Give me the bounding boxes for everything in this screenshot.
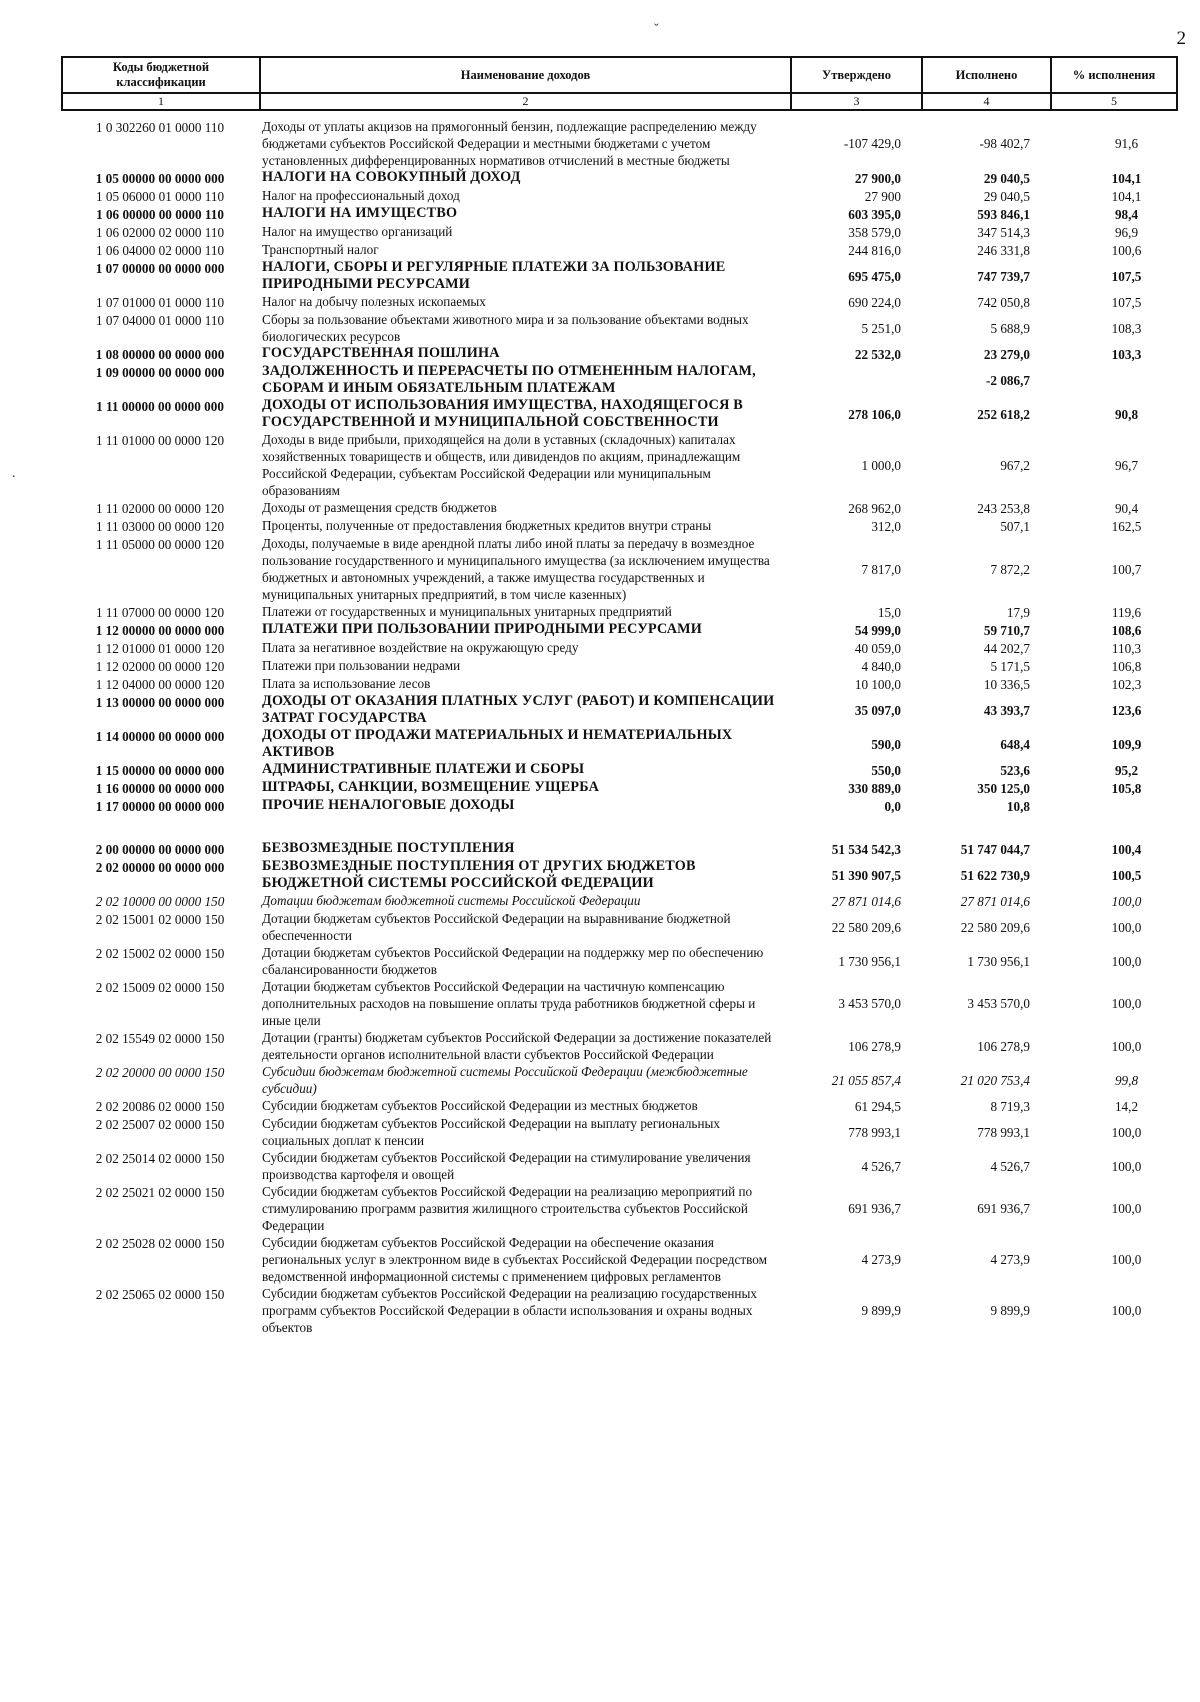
cell-executed: 29 040,5 [983, 170, 1030, 186]
cell-executed: 9 899,9 [990, 1303, 1030, 1318]
cell-executed: 4 273,9 [990, 1252, 1030, 1267]
cell-name: Сборы за пользование объектами животного мира и за пользование объектами водных биологических ресурсов [262, 312, 749, 344]
cell-approved: 1 730 956,1 [838, 953, 901, 969]
table-row [61, 858, 1176, 892]
header-executed: Исполнено [922, 57, 1051, 93]
cell-percent: 102,3 [1111, 676, 1142, 692]
cell-percent: 100,5 [1111, 867, 1142, 883]
cell-name: Субсидии бюджетам субъектов Российской Федерации на обеспечение оказания региональных услуг в электронном виде в субъектах Российской Федерации посредством ведомственной информационной системы с применением цифровых регламентов [262, 1235, 767, 1284]
cell-code: 1 09 00000 00 0000 000 [95, 365, 225, 380]
cell-code: 1 15 00000 00 0000 000 [95, 763, 225, 778]
cell-name: Налог на добычу полезных ископаемых [262, 294, 486, 309]
cell-executed: 10,8 [1006, 798, 1030, 814]
cell-approved: 4 526,7 [861, 1158, 901, 1174]
cell-approved: 7 817,0 [861, 561, 901, 577]
cell-approved: 695 475,0 [848, 268, 901, 284]
cell-percent: 99,8 [1114, 1072, 1139, 1088]
cell-executed: 648,4 [1000, 736, 1030, 752]
cell-approved: 691 936,7 [848, 1201, 901, 1216]
cell-code: 1 08 00000 00 0000 000 [95, 347, 225, 362]
cell-name: Налог на имущество организаций [262, 224, 453, 239]
cell-code: 2 02 10000 00 0000 150 [95, 894, 225, 909]
cell-executed: 51 747 044,7 [960, 841, 1030, 857]
table-row [61, 499, 1176, 517]
table-row [61, 1285, 1176, 1336]
cell-name: Проценты, полученные от предоставления бюджетных кредитов внутри страны [262, 518, 712, 533]
cell-percent: 100,0 [1111, 1303, 1142, 1318]
cell-executed: 17,9 [1006, 604, 1030, 620]
table-row [61, 259, 1176, 293]
cell-executed: 51 622 730,9 [960, 867, 1030, 883]
cell-executed: 3 453 570,0 [967, 996, 1030, 1011]
header-approved: Утверждено [791, 57, 922, 93]
cell-name: Субсидии бюджетам бюджетной системы Российской Федерации (межбюджетные субсидии) [262, 1064, 748, 1096]
cell-approved: 22 532,0 [854, 346, 901, 362]
cell-executed: 43 393,7 [983, 702, 1030, 718]
cell-code [61, 815, 259, 840]
cell-approved [790, 815, 921, 840]
cell-executed: 59 710,7 [983, 622, 1030, 638]
cell-percent [1050, 797, 1176, 815]
cell-approved: 690 224,0 [848, 294, 901, 310]
table-row [61, 1183, 1176, 1234]
cell-approved: 10 100,0 [854, 676, 901, 692]
cell-name: Доходы в виде прибыли, приходящейся на доли в уставных (складочных) капиталах хозяйственных товариществ и обществ, или дивидендов по акциям, принадлежащим Российской Федерации, субъектам Российской Федерации или муниципальным образованиям [262, 432, 741, 498]
cell-name: ШТРАФЫ, САНКЦИИ, ВОЗМЕЩЕНИЕ УЩЕРБА [262, 779, 600, 795]
cell-code: 1 14 00000 00 0000 000 [95, 729, 225, 744]
cell-executed: 21 020 753,4 [960, 1072, 1030, 1088]
cell-executed: 8 719,3 [990, 1098, 1030, 1114]
cell-name: ДОХОДЫ ОТ ПРОДАЖИ МАТЕРИАЛЬНЫХ И НЕМАТЕРИАЛЬНЫХ АКТИВОВ [262, 727, 733, 760]
table-row [61, 1115, 1176, 1149]
cell-code: 1 12 02000 00 0000 120 [95, 659, 225, 674]
revenue-rows [61, 118, 1176, 1336]
table-row [61, 621, 1176, 639]
table-row [61, 761, 1176, 779]
cell-executed [921, 815, 1050, 840]
cell-percent: 90,8 [1114, 406, 1139, 422]
cell-code: 2 02 15002 02 0000 150 [95, 946, 225, 961]
cell-code: 1 07 04000 01 0000 110 [95, 313, 225, 328]
cell-percent: 104,1 [1111, 188, 1142, 204]
cell-code: 1 17 00000 00 0000 000 [95, 799, 225, 814]
table-row [61, 169, 1176, 187]
cell-code: 1 0 302260 01 0000 110 [95, 120, 225, 135]
cell-code: 1 12 01000 01 0000 120 [95, 641, 225, 656]
cell-code: 2 02 25028 02 0000 150 [95, 1236, 225, 1251]
header-num-executed: 4 [922, 93, 1051, 110]
cell-executed: 691 936,7 [977, 1201, 1030, 1216]
cell-code: 2 02 00000 00 0000 000 [95, 860, 225, 875]
cell-percent [1050, 363, 1176, 397]
cell-approved: 0,0 [884, 798, 901, 814]
cell-approved: 106 278,9 [848, 1038, 901, 1054]
cell-approved: 40 059,0 [854, 640, 901, 656]
cell-percent: 100,0 [1111, 1158, 1142, 1174]
cell-name: Доходы, получаемые в виде арендной платы либо иной платы за передачу в возмездное пользование государственного и муниципального имущества (за исключением имущества бюджетных и автономных учреждений, а также имущества государственных и муниципальных унитарных предприятий, в том числе казенных) [262, 536, 770, 602]
cell-code: 1 13 00000 00 0000 000 [95, 695, 225, 710]
cell-approved: 603 395,0 [848, 206, 901, 222]
cell-code: 1 05 06000 01 0000 110 [95, 189, 225, 204]
table-row [61, 1063, 1176, 1097]
header-num-code: 1 [62, 93, 260, 110]
cell-executed: 29 040,5 [983, 188, 1030, 204]
cell-code: 1 11 02000 00 0000 120 [95, 501, 225, 516]
table-row [61, 363, 1176, 397]
table-row [61, 205, 1176, 223]
cell-code: 1 06 00000 00 0000 110 [96, 207, 224, 222]
table-row [61, 345, 1176, 363]
header-num-approved: 3 [791, 93, 922, 110]
cell-name: АДМИНИСТРАТИВНЫЕ ПЛАТЕЖИ И СБОРЫ [262, 761, 585, 777]
table-row [61, 517, 1176, 535]
cell-approved: 35 097,0 [854, 702, 901, 718]
cell-executed: 507,1 [1000, 518, 1030, 534]
cell-name: Дотации бюджетам субъектов Российской Федерации на частичную компенсацию дополнительных расходов на повышение оплаты труда работников бюджетной сферы и иные цели [262, 979, 756, 1028]
cell-executed: 252 618,2 [977, 406, 1030, 422]
table-row [61, 675, 1176, 693]
cell-approved: 550,0 [871, 762, 901, 778]
cell-percent: 100,0 [1111, 1038, 1142, 1054]
cell-approved: 27 871 014,6 [831, 893, 901, 909]
scan-mark: ˇ [654, 22, 659, 37]
cell-name: Дотации (гранты) бюджетам субъектов Российской Федерации за достижение показателей деятельности органов исполнительной власти субъектов Российской Федерации [262, 1030, 772, 1062]
cell-percent: 100,0 [1111, 919, 1142, 935]
header-num-name: 2 [260, 93, 791, 110]
cell-percent: 123,6 [1111, 702, 1142, 718]
cell-executed: 350 125,0 [977, 780, 1030, 796]
table-row [61, 693, 1176, 727]
cell-approved: 61 294,5 [854, 1098, 901, 1114]
cell-approved: 330 889,0 [848, 780, 901, 796]
cell-executed: 967,2 [1000, 457, 1030, 473]
cell-executed: 4 526,7 [990, 1158, 1030, 1174]
cell-percent: 109,9 [1111, 736, 1142, 752]
cell-code: 1 06 02000 02 0000 110 [95, 225, 225, 240]
cell-percent: 95,2 [1114, 762, 1139, 778]
cell-code: 2 02 15549 02 0000 150 [95, 1031, 225, 1046]
cell-percent: 108,6 [1111, 622, 1142, 638]
cell-executed: -2 086,7 [986, 372, 1030, 388]
header-code: Коды бюджетной классификации [62, 57, 260, 93]
cell-approved: 51 534 542,3 [831, 841, 901, 857]
cell-executed: 10 336,5 [983, 676, 1030, 692]
cell-executed: 246 331,8 [977, 242, 1030, 258]
cell-percent: 14,2 [1114, 1098, 1139, 1114]
table-row [61, 779, 1176, 797]
cell-name: ДОХОДЫ ОТ ОКАЗАНИЯ ПЛАТНЫХ УСЛУГ (РАБОТ) И КОМПЕНСАЦИИ ЗАТРАТ ГОСУДАРСТВА [262, 693, 775, 726]
cell-name: Плата за использование лесов [262, 676, 431, 691]
cell-percent: 96,9 [1114, 224, 1139, 240]
cell-percent: 106,8 [1111, 658, 1142, 674]
header-percent: % исполнения [1051, 57, 1177, 93]
cell-percent: 104,1 [1111, 170, 1142, 186]
cell-approved: 27 900 [864, 188, 901, 204]
cell-executed: 243 253,8 [977, 500, 1030, 516]
cell-percent: 100,7 [1111, 561, 1142, 577]
revenue-table [61, 118, 1176, 1336]
cell-percent: 100,0 [1111, 893, 1142, 909]
cell-percent: 103,3 [1111, 346, 1142, 362]
cell-name [259, 815, 790, 840]
cell-name: Субсидии бюджетам субъектов Российской Федерации на реализацию государственных программ субъектов Российской Федерации в области использования и охраны водных объектов [262, 1286, 757, 1335]
cell-name: Транспортный налог [262, 242, 379, 257]
cell-code: 1 11 01000 00 0000 120 [95, 433, 225, 448]
cell-name: Доходы от уплаты акцизов на прямогонный бензин, подлежащие распределению между бюджетами субъектов Российской Федерации и местными бюджетами с учетом установленных дифференцированных нормативов отчислений в местные бюджеты [262, 119, 757, 168]
cell-percent [1050, 815, 1176, 840]
table-row [61, 797, 1176, 815]
cell-name: Платежи от государственных и муниципальных унитарных предприятий [262, 604, 672, 619]
cell-name: НАЛОГИ НА ИМУЩЕСТВО [262, 205, 458, 221]
cell-code: 2 02 20086 02 0000 150 [95, 1099, 225, 1114]
cell-approved: 51 390 907,5 [831, 867, 901, 883]
cell-approved: 590,0 [871, 736, 901, 752]
cell-code: 1 11 07000 00 0000 120 [95, 605, 225, 620]
cell-name: Дотации бюджетам субъектов Российской Федерации на выравнивание бюджетной обеспеченности [262, 911, 731, 943]
table-row [61, 1029, 1176, 1063]
table-row [61, 241, 1176, 259]
spacer-row [61, 815, 1176, 840]
cell-percent: 100,4 [1111, 841, 1142, 857]
header-name: Наименование доходов [260, 57, 791, 93]
cell-name: Налог на профессиональный доход [262, 188, 460, 203]
cell-code: 2 00 00000 00 0000 000 [95, 842, 225, 857]
cell-approved: 15,0 [877, 604, 901, 620]
cell-executed: 27 871 014,6 [960, 893, 1030, 909]
cell-approved: -107 429,0 [843, 136, 901, 151]
cell-executed: 1 730 956,1 [967, 953, 1030, 969]
cell-code: 1 05 00000 00 0000 000 [95, 171, 225, 186]
cell-executed: 5 171,5 [990, 658, 1030, 674]
table-row [61, 397, 1176, 431]
cell-code: 1 12 04000 00 0000 120 [95, 677, 225, 692]
cell-name: Субсидии бюджетам субъектов Российской Федерации на реализацию мероприятий по стимулированию программ развития жилищного строительства субъектов Российской Федерации [262, 1184, 753, 1233]
table-row [61, 603, 1176, 621]
cell-approved: 3 453 570,0 [838, 996, 901, 1011]
cell-code: 2 02 25065 02 0000 150 [95, 1287, 225, 1302]
cell-percent: 107,5 [1111, 268, 1142, 284]
scan-mark: . [12, 466, 16, 481]
table-row [61, 910, 1176, 944]
table-row [61, 1149, 1176, 1183]
cell-code: 2 02 25021 02 0000 150 [95, 1185, 225, 1200]
cell-approved: 27 900,0 [854, 170, 901, 186]
cell-approved: 278 106,0 [848, 406, 901, 422]
cell-executed: 747 739,7 [977, 268, 1030, 284]
cell-executed: 106 278,9 [977, 1038, 1030, 1054]
table-row [61, 187, 1176, 205]
cell-code: 1 11 00000 00 0000 000 [96, 399, 224, 414]
cell-name: ПРОЧИЕ НЕНАЛОГОВЫЕ ДОХОДЫ [262, 797, 515, 813]
cell-code: 1 07 00000 00 0000 000 [95, 261, 225, 276]
cell-code: 1 06 04000 02 0000 110 [95, 243, 225, 258]
table-row [61, 944, 1176, 978]
cell-code: 2 02 15001 02 0000 150 [95, 912, 225, 927]
table-row [61, 1097, 1176, 1115]
cell-approved: 9 899,9 [861, 1303, 901, 1318]
cell-name: Субсидии бюджетам субъектов Российской Федерации на выплату региональных социальных доплат к пенсии [262, 1116, 720, 1148]
cell-approved: 22 580 209,6 [831, 919, 901, 935]
cell-name: НАЛОГИ НА СОВОКУПНЫЙ ДОХОД [262, 169, 521, 185]
cell-approved: 5 251,0 [861, 320, 901, 336]
table-row [61, 727, 1176, 761]
cell-name: НАЛОГИ, СБОРЫ И РЕГУЛЯРНЫЕ ПЛАТЕЖИ ЗА ПОЛЬЗОВАНИЕ ПРИРОДНЫМИ РЕСУРСАМИ [262, 259, 726, 292]
cell-approved: 312,0 [871, 518, 901, 534]
table-row [61, 311, 1176, 345]
table-row [61, 1234, 1176, 1285]
table-row [61, 431, 1176, 499]
cell-approved: 21 055 857,4 [831, 1072, 901, 1088]
page-number: 2 [1176, 28, 1186, 49]
cell-approved: 54 999,0 [854, 622, 901, 638]
cell-approved: 244 816,0 [848, 242, 901, 258]
cell-name: ГОСУДАРСТВЕННАЯ ПОШЛИНА [262, 345, 500, 361]
cell-code: 2 02 15009 02 0000 150 [95, 980, 225, 995]
cell-percent: 98,4 [1114, 206, 1139, 222]
cell-name: Субсидии бюджетам субъектов Российской Федерации из местных бюджетов [262, 1098, 698, 1113]
cell-code: 2 02 20000 00 0000 150 [95, 1065, 225, 1080]
cell-percent: 107,5 [1111, 294, 1142, 310]
cell-name: Дотации бюджетам бюджетной системы Российской Федерации [262, 893, 641, 908]
cell-executed: 523,6 [1000, 762, 1030, 778]
table-row [61, 840, 1176, 858]
table-row [61, 639, 1176, 657]
cell-name: ПЛАТЕЖИ ПРИ ПОЛЬЗОВАНИИ ПРИРОДНЫМИ РЕСУРСАМИ [262, 621, 702, 637]
cell-name: Дотации бюджетам субъектов Российской Федерации на поддержку мер по обеспечению сбалансированности бюджетов [262, 945, 764, 977]
cell-name: ЗАДОЛЖЕННОСТЬ И ПЕРЕРАСЧЕТЫ ПО ОТМЕНЕННЫМ НАЛОГАМ, СБОРАМ И ИНЫМ ОБЯЗАТЕЛЬНЫМ ПЛАТЕЖАМ [262, 363, 756, 396]
cell-percent: 100,0 [1111, 1201, 1142, 1216]
table-row [61, 293, 1176, 311]
table-row [61, 978, 1176, 1029]
cell-code: 1 16 00000 00 0000 000 [95, 781, 225, 796]
table-row [61, 535, 1176, 603]
cell-executed: 44 202,7 [983, 640, 1030, 656]
cell-executed: 7 872,2 [990, 561, 1030, 577]
cell-approved [790, 363, 921, 397]
cell-code: 2 02 25014 02 0000 150 [95, 1151, 225, 1166]
cell-executed: -98 402,7 [979, 136, 1030, 151]
cell-percent: 96,7 [1114, 457, 1139, 473]
cell-code: 1 07 01000 01 0000 110 [95, 295, 225, 310]
table-row [61, 657, 1176, 675]
cell-approved: 358 579,0 [848, 224, 901, 240]
cell-executed: 593 846,1 [977, 206, 1030, 222]
cell-name: БЕЗВОЗМЕЗДНЫЕ ПОСТУПЛЕНИЯ ОТ ДРУГИХ БЮДЖЕТОВ БЮДЖЕТНОЙ СИСТЕМЫ РОССИЙСКОЙ ФЕДЕРАЦИИ [262, 858, 696, 891]
cell-percent: 162,5 [1111, 518, 1142, 534]
cell-percent: 119,6 [1111, 604, 1142, 620]
cell-percent: 91,6 [1114, 136, 1139, 151]
table-header [61, 56, 1178, 111]
cell-executed: 778 993,1 [977, 1124, 1030, 1140]
cell-percent: 105,8 [1111, 780, 1142, 796]
cell-name: Субсидии бюджетам субъектов Российской Федерации на стимулирование увеличения производства картофеля и овощей [262, 1150, 751, 1182]
cell-executed: 23 279,0 [983, 346, 1030, 362]
cell-name: Плата за негативное воздействие на окружающую среду [262, 640, 579, 655]
cell-executed: 5 688,9 [990, 320, 1030, 336]
cell-percent: 100,0 [1111, 953, 1142, 969]
cell-approved: 268 962,0 [848, 500, 901, 516]
cell-code: 1 12 00000 00 0000 000 [95, 623, 225, 638]
cell-percent: 100,0 [1111, 1252, 1142, 1267]
cell-executed: 742 050,8 [977, 294, 1030, 310]
cell-code: 1 11 03000 00 0000 120 [95, 519, 225, 534]
cell-approved: 4 273,9 [861, 1252, 901, 1267]
cell-name: Платежи при пользовании недрами [262, 658, 461, 673]
table-row [61, 892, 1176, 910]
cell-approved: 4 840,0 [861, 658, 901, 674]
cell-executed: 347 514,3 [977, 224, 1030, 240]
cell-percent: 110,3 [1111, 640, 1142, 656]
cell-approved: 1 000,0 [861, 457, 901, 473]
cell-percent: 100,0 [1111, 1124, 1142, 1140]
table-row [61, 118, 1176, 169]
cell-code: 2 02 25007 02 0000 150 [95, 1117, 225, 1132]
cell-percent: 100,6 [1111, 242, 1142, 258]
cell-percent: 100,0 [1111, 996, 1142, 1011]
cell-name: Доходы от размещения средств бюджетов [262, 500, 497, 515]
cell-code: 1 11 05000 00 0000 120 [95, 537, 225, 552]
cell-approved: 778 993,1 [848, 1124, 901, 1140]
header-num-percent: 5 [1051, 93, 1177, 110]
cell-percent: 90,4 [1114, 500, 1139, 516]
cell-name: БЕЗВОЗМЕЗДНЫЕ ПОСТУПЛЕНИЯ [262, 840, 515, 856]
cell-executed: 22 580 209,6 [960, 919, 1030, 935]
cell-name: ДОХОДЫ ОТ ИСПОЛЬЗОВАНИЯ ИМУЩЕСТВА, НАХОДЯЩЕГОСЯ В ГОСУДАРСТВЕННОЙ И МУНИЦИПАЛЬНОЙ СОБСТВЕННОСТИ [262, 397, 743, 430]
cell-percent: 108,3 [1111, 320, 1142, 336]
table-row [61, 223, 1176, 241]
